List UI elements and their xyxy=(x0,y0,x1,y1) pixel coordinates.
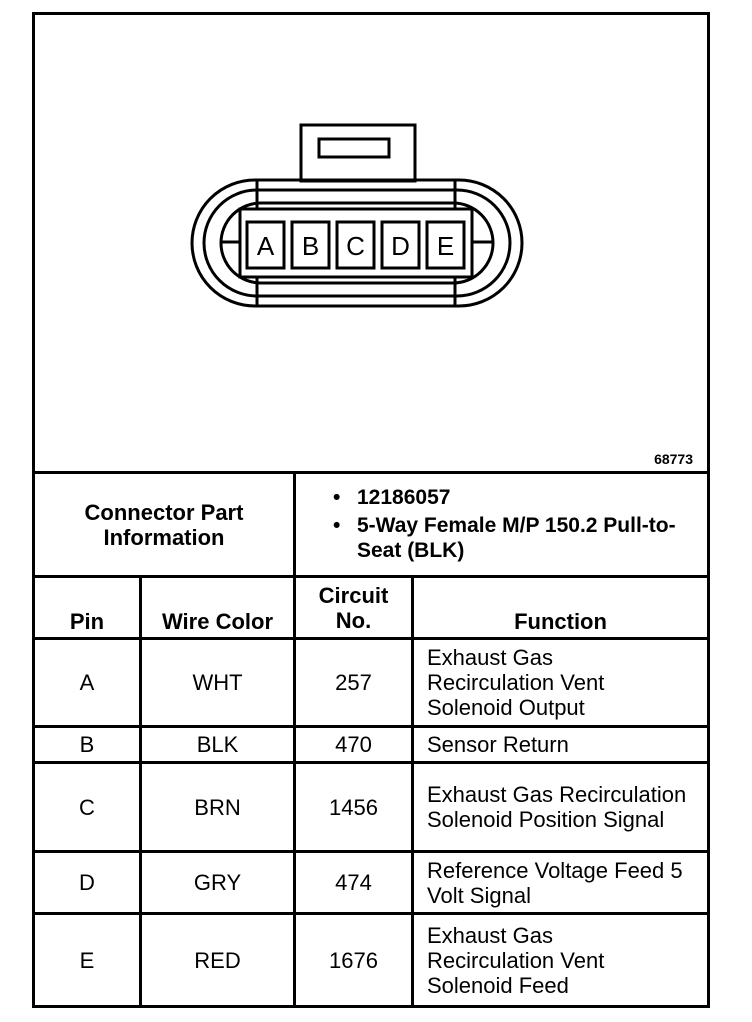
wire-color-cell: BRN xyxy=(194,794,241,820)
pin-letter-a: A xyxy=(256,231,275,261)
pin-letter-d: D xyxy=(391,231,410,261)
pin-cell: D xyxy=(79,870,95,895)
wire-color-cell: BLK xyxy=(196,732,239,757)
bullet-icon: • xyxy=(333,514,341,537)
locking-tab-slot xyxy=(319,139,389,157)
header-circuit-no xyxy=(296,578,411,637)
header-pin: Pin xyxy=(69,608,105,634)
function-cell xyxy=(427,764,703,850)
function-cell xyxy=(427,640,703,725)
wire-color-cell: WHT xyxy=(192,670,243,695)
part-info-list xyxy=(333,485,693,566)
header-circuit-no-text: Circuit No. xyxy=(318,582,389,633)
part-info-item xyxy=(333,485,693,510)
connector-diagram xyxy=(35,15,707,471)
header-function: Function xyxy=(514,608,607,634)
pin-cell: E xyxy=(79,947,95,973)
pin-cell: C xyxy=(79,794,95,820)
wire-color-cell: RED xyxy=(194,947,241,973)
circuit-cell: 1456 xyxy=(329,794,378,820)
figure-number: 68773 xyxy=(654,451,693,467)
connector-illustration xyxy=(35,15,707,471)
connector-sheet xyxy=(32,12,710,1008)
function-cell xyxy=(427,915,703,1005)
part-info-label-text: Connector Part Information xyxy=(84,499,244,550)
divider xyxy=(293,471,296,578)
function-text: Exhaust Gas Recirculation Vent Solenoid Feed xyxy=(427,922,605,998)
header-wire-color: Wire Color xyxy=(161,608,274,634)
function-cell xyxy=(427,853,705,912)
pin-letter-e: E xyxy=(436,231,455,261)
part-info-item xyxy=(333,513,693,563)
function-cell xyxy=(427,728,703,761)
circuit-cell: 1676 xyxy=(329,947,378,973)
circuit-cell: 474 xyxy=(335,870,372,895)
bullet-icon: • xyxy=(333,486,341,509)
connector-description: 5-Way Female M/P 150.2 Pull-to-Seat (BLK) xyxy=(357,514,676,562)
circuit-cell: 470 xyxy=(335,732,372,757)
pin-cell: B xyxy=(79,732,95,757)
pin-letter-c: C xyxy=(346,231,365,261)
wire-color-cell: GRY xyxy=(193,870,242,895)
function-text: Exhaust Gas Recirculation Solenoid Position Signal xyxy=(427,782,687,832)
part-number: 12186057 xyxy=(357,486,451,509)
part-info-label xyxy=(35,474,293,575)
divider xyxy=(411,575,414,1005)
function-text: Sensor Return xyxy=(427,732,569,757)
function-text: Exhaust Gas Recirculation Vent Solenoid Output xyxy=(427,645,605,720)
pin-letter-b: B xyxy=(301,231,320,261)
pin-cell: A xyxy=(79,670,95,695)
circuit-cell: 257 xyxy=(335,670,372,695)
function-text: Reference Voltage Feed 5 Volt Signal xyxy=(427,857,683,908)
